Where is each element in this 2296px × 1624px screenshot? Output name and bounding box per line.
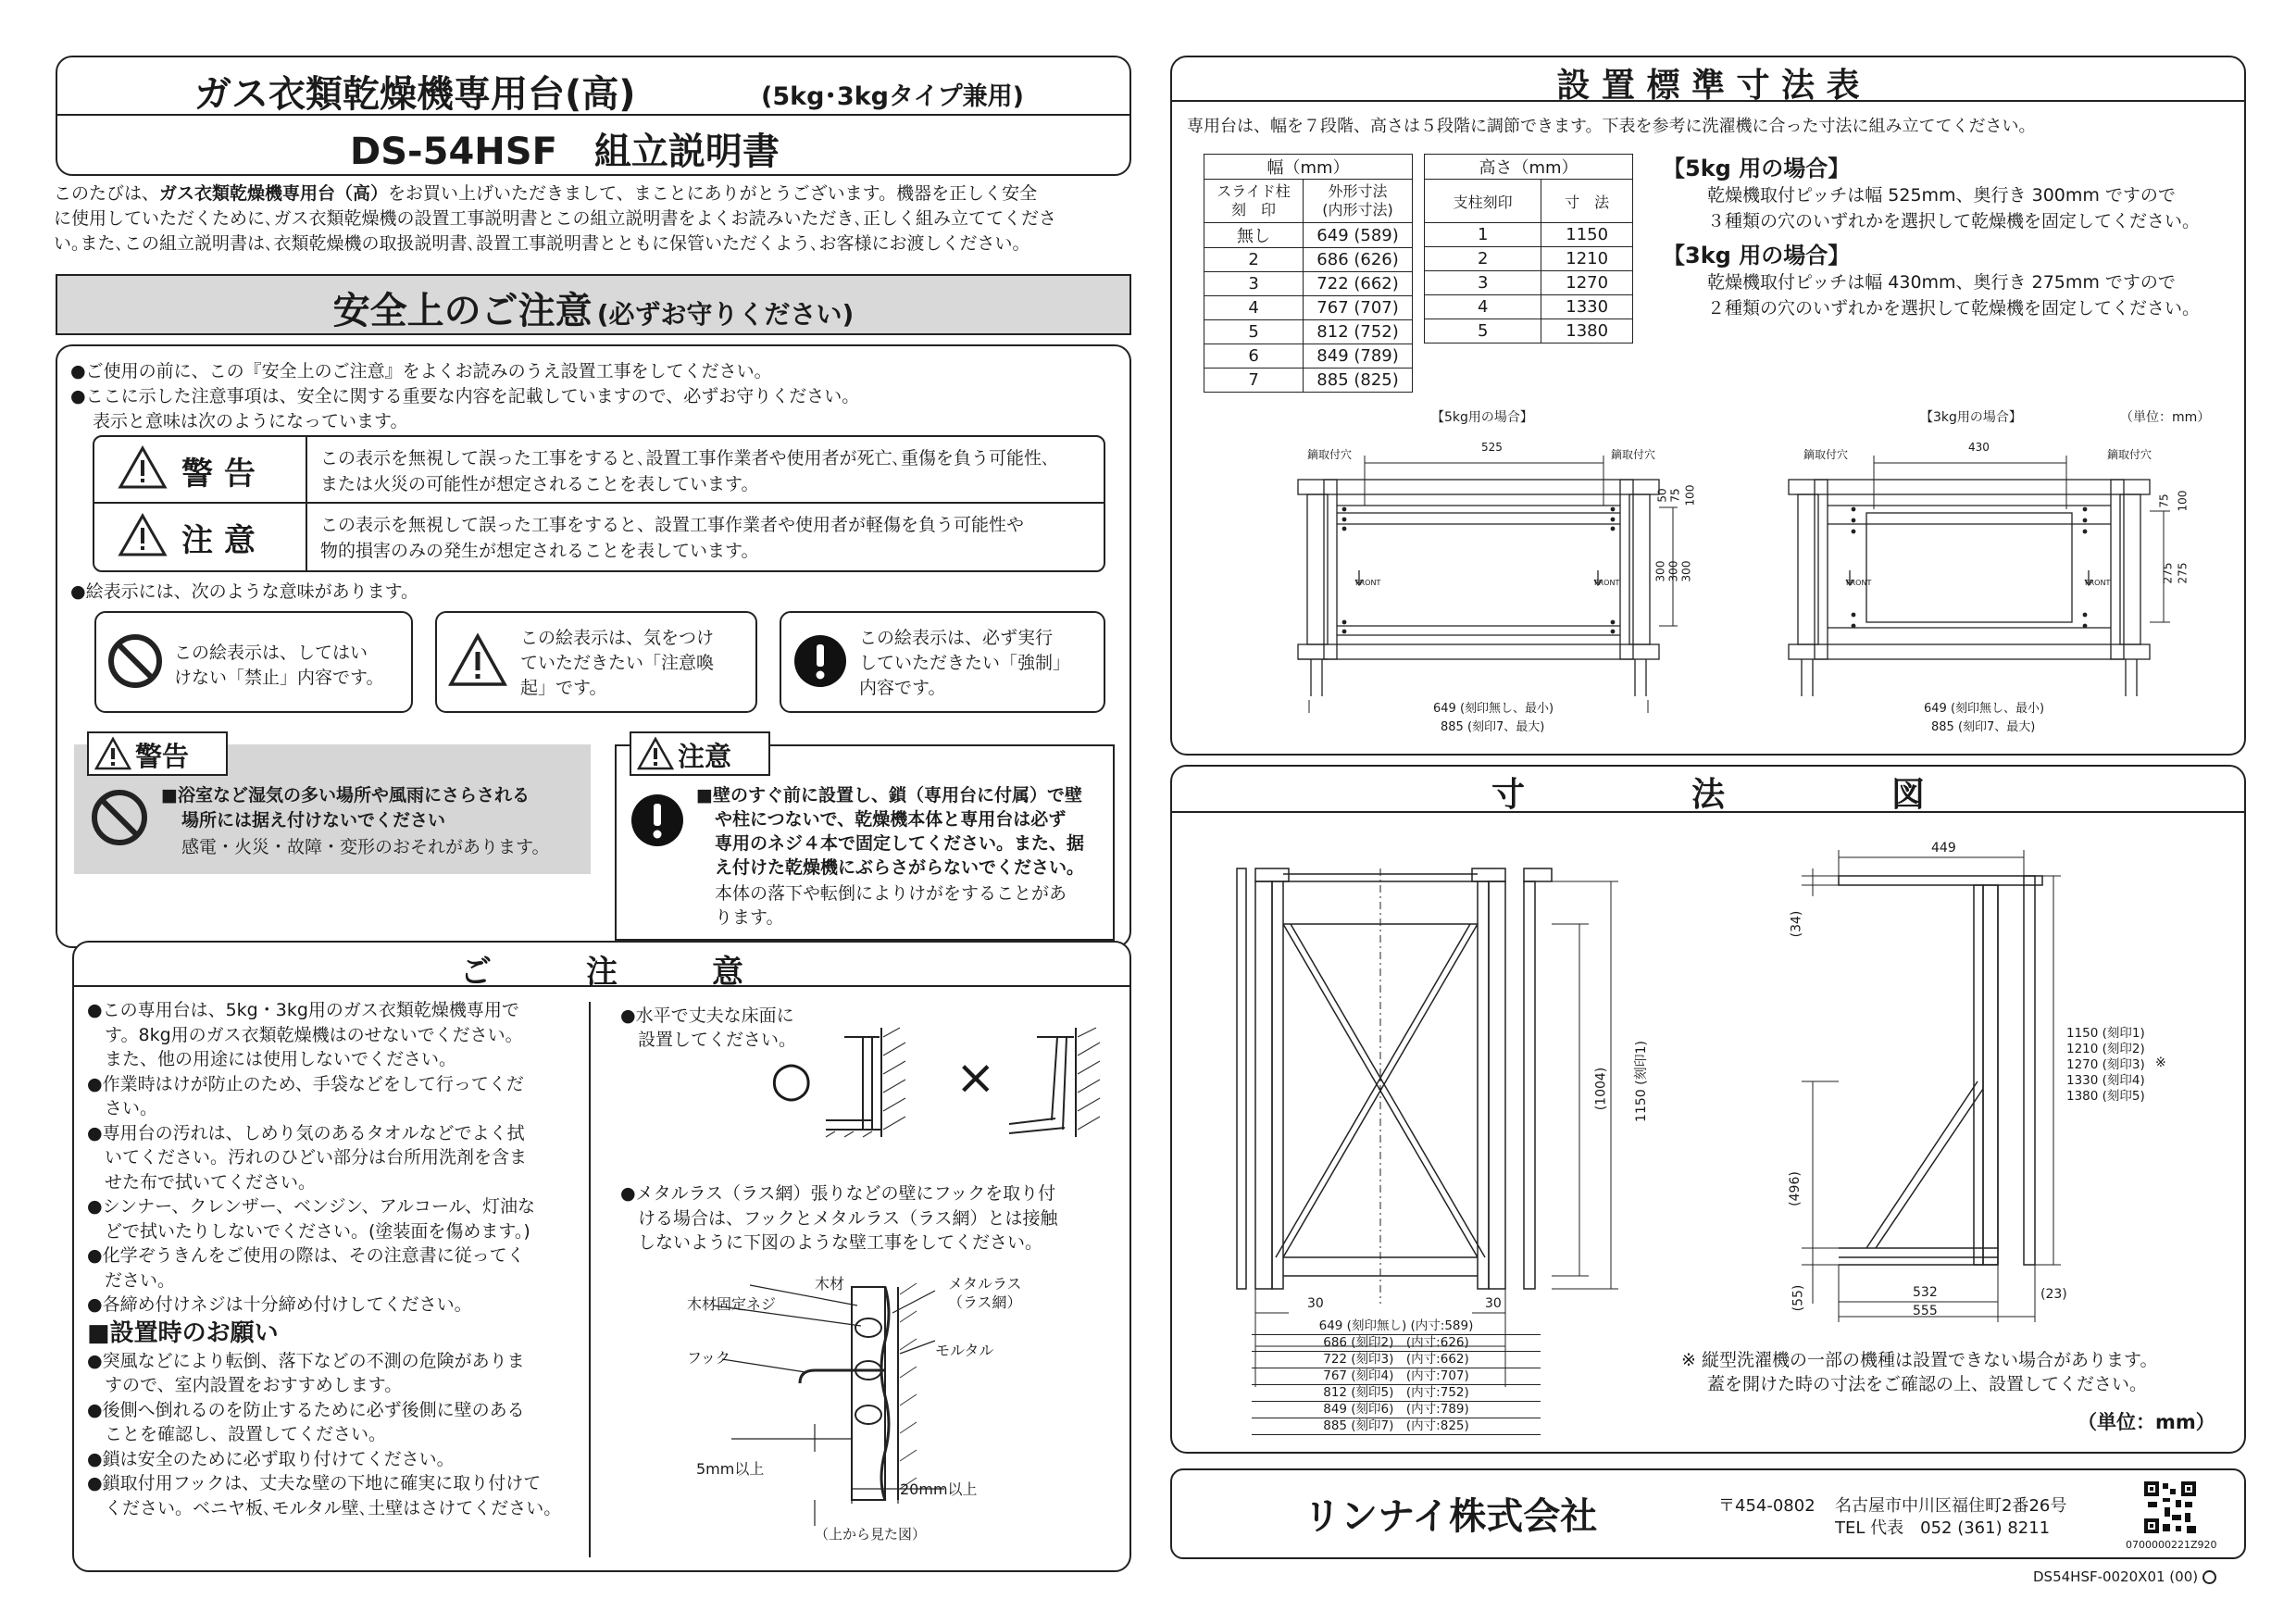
label-5mm: 5mm以上 (696, 1460, 765, 1478)
warning-triangle-icon (119, 445, 167, 490)
title-box (56, 56, 1131, 176)
notes-line: また、他の用途には使用しないでください。 (87, 1049, 457, 1069)
height-dim-item: 1210 (刻印2) (2066, 1042, 2145, 1056)
hole-label-3r: 鏑取付穴 (2107, 448, 2152, 461)
table-cell: 1 (1425, 223, 1541, 247)
warning-tag-icon (94, 737, 131, 770)
dimdrawing-title: 寸 法 図 (1491, 776, 1925, 814)
caution-l2: や柱につないで、乾燥機本体と専用台は必ず (715, 809, 1067, 830)
caution-tag-text: 注意 (678, 741, 732, 772)
caution-pictogram-box (435, 611, 757, 713)
floor-l1: ●水平で丈夫な床面に (620, 1006, 794, 1026)
pict1-l1: この絵表示は、してはい (174, 643, 368, 663)
height-dim-item: 1330 (刻印4) (2066, 1073, 2145, 1088)
dim-496: (496) (1787, 1171, 1803, 1206)
install-line: ください。ベニヤ板､モルタル壁､土壁はさけてください。 (87, 1497, 562, 1518)
table-row (1204, 223, 1413, 248)
table-cell: 2 (1204, 248, 1304, 272)
company-name: リンナイ株式会社 (1304, 1495, 1598, 1538)
dim-note2: 蓋を開けた時の寸法をご確認の上、設置してください。 (1707, 1374, 2148, 1394)
small-code: 0700000221Z920 (2126, 1539, 2217, 1551)
d5-v6: 300 (1679, 560, 1693, 582)
floor-ok-drawing (826, 1028, 909, 1139)
notes-line: せた布で拭いてください。 (87, 1171, 317, 1193)
warning-block (74, 741, 591, 874)
table-cell: 1330 (1541, 295, 1633, 319)
ng-mark: × (955, 1050, 996, 1106)
case3-title: 【3kg 用の場合】 (1663, 243, 1851, 269)
notes-line: す。8kg用のガス衣類乾燥機はのせないでください。 (87, 1024, 523, 1045)
table-cell: 1150 (1541, 223, 1633, 247)
warning-desc2: または火災の可能性が想定されることを表しています。 (320, 474, 759, 494)
width-dim-item: 812 (刻印5) (内寸:752) (1252, 1385, 1541, 1402)
notes-line: どで拭いたりしないでください。(塗装面を傷めます。) (87, 1220, 530, 1242)
doc-code-text: DS54HSF-0020X01 (00) (2033, 1568, 2199, 1585)
front-3l: FRONT (1846, 579, 1872, 587)
table-cell: 767 (707) (1304, 296, 1413, 320)
table-cell: 722 (662) (1304, 272, 1413, 296)
front-3r: FRONT (2085, 579, 2111, 587)
safety-p1: ●ご使用の前に、この『安全上のご注意』をよくお読みのうえ設置工事をしてください。 (70, 361, 772, 381)
doc-code (2033, 1568, 2216, 1585)
caution-tag-icon (637, 737, 674, 770)
side-view-drawing (1802, 841, 2079, 1359)
label-20mm: 20mm以上 (900, 1480, 978, 1498)
d5-v4: 300 (1653, 560, 1667, 582)
case5-l2: ３種類の穴のいずれかを選択して乾燥機を固定してください。 (1707, 211, 2201, 231)
table-row (1204, 369, 1413, 393)
width-dim-item: 767 (刻印4) (内寸:707) (1252, 1368, 1541, 1385)
table-cell: 686 (626) (1304, 248, 1413, 272)
std-intro: 専用台は、幅を７段階、高さは５段階に調節できます。下表を参考に洗濯機に合った寸法に組み立ててください。 (1187, 117, 2036, 136)
label-lath2: （ラス網） (948, 1293, 1022, 1311)
notes-line: ●作業時はけが防止のため、手袋などをして行ってくだ (87, 1073, 524, 1094)
install-line: ●鎖は安全のために必ず取り付けてください。 (87, 1448, 455, 1469)
warning-tag-text: 警告 (135, 741, 190, 772)
notes-line: いてください。汚れのひどい部分は台所用洗剤を含ま (87, 1147, 528, 1168)
intro-text (54, 181, 1137, 256)
d5-dim-min: 649 (刻印無し、最小) (1433, 702, 1554, 716)
lath-line: ける場合は、フックとメタルラス（ラス網）とは接触 (620, 1207, 1058, 1229)
safety-p2: ●ここに示した注意事項は、安全に関する重要な内容を記載していますので、必ずお守りください。 (70, 386, 860, 406)
hole-label-5l: 鏑取付穴 (1307, 448, 1353, 461)
notes-box (72, 941, 1131, 1572)
notes-line: ●各締め付けネジは十分締め付けしてください。 (87, 1294, 472, 1315)
table-cell: 7 (1204, 369, 1304, 393)
label-lath: メタルラス (948, 1275, 1022, 1293)
table-row (1204, 296, 1413, 320)
d5-v5: 300 (1666, 560, 1680, 582)
d3-v4: 275 (2176, 562, 2190, 584)
floor-l2: 設置してください。 (620, 1030, 797, 1050)
table-cell: 2 (1425, 247, 1541, 271)
std-title: 設 置 標 準 寸 法 表 (1556, 67, 1860, 105)
std-dimension-box (1170, 56, 2246, 756)
table-cell: 1380 (1541, 319, 1633, 344)
hole-label-3l: 鏑取付穴 (1803, 448, 1849, 461)
table-cell: 1210 (1541, 247, 1633, 271)
table-cell: 3 (1425, 271, 1541, 295)
case3-l1: 乾燥機取付ピッチは幅 430mm、奥行き 275mm ですので (1707, 272, 2176, 293)
install-line: ●後側へ倒れるのを防止するために必ず後側に壁のある (87, 1399, 525, 1420)
pict3-l3: 内容です。 (859, 678, 946, 698)
table-row (1425, 295, 1633, 319)
table-row (1425, 319, 1633, 344)
notes-line: ●この専用台は、5kg・3kg用のガス衣類乾燥機専用で (87, 1000, 519, 1020)
warning-l1: ■浴室など湿気の多い場所や風雨にさらされる (161, 785, 530, 806)
intro-line2: に使用していただくために､ガス衣類乾燥機の設置工事説明書とこの組立説明書をよくお読みいただき､正しく組み立ててくださ (54, 208, 1057, 229)
notes-line: ださい。 (87, 1269, 176, 1291)
warning-tag (87, 731, 228, 776)
recycle-mark-icon (2202, 1570, 2216, 1584)
label-top-view: （上から見た図） (815, 1526, 927, 1543)
height-table (1424, 154, 1633, 344)
caution-sign (119, 513, 167, 561)
d5-v2: 75 (1668, 488, 1682, 503)
dim-note1: ※ 縦型洗濯機の一部の機種は設置できない場合があります。 (1681, 1350, 2158, 1370)
safety-p3: 表示と意味は次のようになっています。 (93, 411, 408, 431)
intro-line3: い｡また､この組立説明書は､衣類乾燥機の取扱説明書､設置工事説明書とともに保管いただくよう､お客様にお渡しください。 (54, 233, 1030, 254)
height-dim-item: 1270 (刻印3) (2066, 1057, 2145, 1072)
lath-line: しないように下図のような壁工事をしてください。 (620, 1232, 1043, 1253)
table-cell: 無し (1204, 223, 1304, 248)
caution-tag (630, 731, 770, 776)
hole-label-5r: 鏑取付穴 (1611, 448, 1656, 461)
dim-34: (34) (1789, 910, 1804, 938)
table-cell: 4 (1425, 295, 1541, 319)
install-line: すので、室内設置をおすすめします。 (87, 1375, 403, 1395)
front-5l: FRONT (1355, 579, 1381, 587)
height-col2: 寸 法 (1541, 180, 1633, 223)
label-screw: 木材固定ネジ (687, 1295, 777, 1313)
intro-line1c: をお買い上げいただきまして、まことにありがとうございます。機器を正しく安全 (388, 183, 1038, 204)
safety-title: 安全上のご注意 (332, 290, 593, 332)
d5-dim-max: 885 (刻印7、最大) (1441, 720, 1545, 734)
case3-l2: ２種類の穴のいずれかを選択して乾燥機を固定してください。 (1707, 298, 2201, 319)
attention-triangle-icon (448, 633, 507, 687)
d5-v3: 100 (1683, 484, 1697, 506)
draw5-title: 【5kg用の場合】 (1431, 410, 1533, 425)
d3-v2: 100 (2176, 490, 2190, 512)
mandatory-icon (792, 633, 848, 689)
caution-l6: ります。 (715, 907, 784, 928)
pict2-l1: この絵表示は、気をつけ (520, 628, 715, 648)
table-cell: 1270 (1541, 271, 1633, 295)
caution-block (615, 741, 1115, 941)
width-col2b: (内形寸法) (1322, 201, 1393, 219)
lath-text (620, 1181, 1058, 1255)
table-cell: 6 (1204, 344, 1304, 369)
front-5r: FRONT (1594, 579, 1620, 587)
table-cell: 849 (789) (1304, 344, 1413, 369)
ok-mark: ○ (770, 1052, 813, 1107)
front-view-drawing (1237, 868, 1626, 1387)
dim-30a: 30 (1307, 1296, 1324, 1311)
footer-box (1170, 1468, 2246, 1559)
d3-v1: 75 (2157, 493, 2171, 508)
qr-code-icon (2144, 1481, 2196, 1533)
draw3-title: 【3kg用の場合】 (1920, 410, 2022, 425)
pict3-l1: この絵表示は、必ず実行 (859, 628, 1054, 648)
warning-l2: 場所には据え付けないでください (181, 810, 446, 831)
notes-line: さい。 (87, 1098, 158, 1118)
notes-line: ●専用台の汚れは、しめり気のあるタオルなどでよく拭 (87, 1122, 525, 1143)
warning-sign (119, 445, 167, 493)
caution-triangle-icon (119, 513, 167, 557)
caution-desc1: この表示を無視して誤った工事をすると、設置工事作業者や使用者が軽傷を負う可能性や (320, 515, 1025, 535)
notes-line: ●シンナー、クレンザー、ベンジン、アルコール、灯油な (87, 1196, 535, 1217)
label-mortar: モルタル (935, 1342, 994, 1359)
floor-ng-drawing (1009, 1028, 1102, 1139)
table-row (1425, 247, 1633, 271)
table-row (1425, 271, 1633, 295)
width-col2a: 外形寸法 (1328, 182, 1388, 200)
prohibit-pictogram-box (94, 611, 413, 713)
table-row (1204, 248, 1413, 272)
caution-mandatory-icon (630, 793, 685, 848)
dimension-drawing-box (1170, 765, 2246, 1454)
caution-l3: 専用のネジ４本で固定してください。また、据 (715, 833, 1085, 854)
pictogram-intro: ●絵表示には、次のような意味があります。 (70, 581, 419, 602)
title-main: ガス衣類乾燥機専用台(高) (194, 73, 636, 116)
table-cell: 3 (1204, 272, 1304, 296)
table-cell: 812 (752) (1304, 320, 1413, 344)
table-row (1204, 344, 1413, 369)
notes-line: ●化学ぞうきんをご使用の際は、その注意書に従ってく (87, 1245, 525, 1266)
pict3-l2: していただきたい「強制」 (859, 653, 1071, 673)
width-head: 幅（mm） (1204, 155, 1413, 180)
dim-1004: (1004) (1593, 1067, 1609, 1111)
width-dim-item: 722 (刻印3) (内寸:662) (1252, 1352, 1541, 1368)
dim-1150: 1150 (刻印1) (1633, 1041, 1649, 1122)
table-row (1204, 320, 1413, 344)
d5-v1: 50 (1655, 488, 1669, 503)
title-sub: (5kg･3kgタイプ兼用) (761, 82, 1024, 111)
d3-v3: 275 (2161, 562, 2175, 584)
height-asterisk: ※ (2155, 1056, 2166, 1070)
warning-prohibit-icon (91, 789, 148, 846)
pict2-l2: ていただきたい「注意喚 (520, 653, 715, 673)
warning-label: 警 告 (181, 456, 256, 493)
lath-line: ●メタルラス（ラス網）張りなどの壁にフックを取り付 (620, 1183, 1056, 1204)
dim-449: 449 (1931, 841, 1956, 856)
dim-532: 532 (1913, 1285, 1938, 1300)
address: 名古屋市中川区福住町2番26号 (1835, 1496, 2067, 1516)
safety-box (56, 344, 1131, 948)
label-hook: フック (687, 1349, 730, 1367)
d3-dim-max: 885 (刻印7、最大) (1931, 720, 2036, 734)
table-cell: 5 (1204, 320, 1304, 344)
caution-l1: ■壁のすぐ前に設置し、鎖（専用台に付属）で壁 (696, 785, 1082, 806)
d5-top: 525 (1481, 441, 1503, 454)
prohibit-icon (107, 633, 163, 689)
mandatory-pictogram-box (780, 611, 1105, 713)
install-line: ことを確認し、設置してください。 (87, 1424, 387, 1444)
install-title: ■設置時のお願い (87, 1318, 279, 1347)
width-dim-list (1252, 1318, 1541, 1435)
table-cell: 4 (1204, 296, 1304, 320)
table-cell: 885 (825) (1304, 369, 1413, 393)
table-cell: 649 (589) (1304, 223, 1413, 248)
height-col1: 支柱刻印 (1425, 180, 1541, 223)
case5-l1: 乾燥機取付ピッチは幅 525mm、奥行き 300mm ですので (1707, 185, 2176, 206)
install-line: ●鎖取付用フックは、丈夫な壁の下地に確実に取り付けて (87, 1473, 542, 1493)
dim-55: (55) (1791, 1284, 1806, 1312)
height-dim-item: 1380 (刻印5) (2066, 1089, 2145, 1104)
pict1-l2: けない「禁止」内容です。 (174, 668, 384, 688)
table-cell: 5 (1425, 319, 1541, 344)
install-line: ●突風などにより転倒、落下などの不測の危険がありま (87, 1350, 525, 1371)
table-row (1425, 223, 1633, 247)
caution-label: 注 意 (181, 522, 256, 559)
width-table (1204, 154, 1413, 393)
postal-code: 〒454-0802 (1718, 1496, 1816, 1516)
width-dim-item: 849 (刻印6) (内寸:789) (1252, 1402, 1541, 1418)
warning-l3: 感電・火災・故障・変形のおそれがあります。 (181, 837, 550, 857)
height-dim-list (2066, 1026, 2145, 1105)
warning-desc1: この表示を無視して誤った工事をすると､設置工事作業者や使用者が死亡､重傷を負う可能性､ (320, 448, 1051, 468)
intro-line1a: このたびは、 (54, 183, 160, 204)
signal-table (93, 435, 1105, 572)
height-head: 高さ（mm） (1425, 155, 1633, 180)
caution-desc2: 物的損害のみの発生が想定されることを表しています。 (320, 541, 759, 561)
notes-left-list (87, 998, 587, 1520)
caution-l4: え付けた乾燥機にぶらさがらないでください。 (715, 857, 1085, 878)
std-unit: （単位：mm） (2120, 410, 2211, 425)
width-dim-item: 686 (刻印2) (内寸:626) (1252, 1335, 1541, 1352)
d3-top: 430 (1968, 441, 1990, 454)
dim-555: 555 (1913, 1304, 1938, 1318)
d3-dim-min: 649 (刻印無し、最小) (1924, 702, 2045, 716)
width-dim-item: 885 (刻印7) (内寸:825) (1252, 1418, 1541, 1435)
caution-l5: 本体の落下や転倒によりけがをすることがあ (715, 883, 1067, 904)
dim-unit: （単位：mm） (2078, 1411, 2215, 1433)
case5-title: 【5kg 用の場合】 (1663, 156, 1851, 181)
height-dim-item: 1150 (刻印1) (2066, 1026, 2145, 1041)
table-row (1204, 272, 1413, 296)
safety-header (56, 274, 1131, 335)
safety-title-sub: (必ずお守りください) (596, 299, 855, 330)
pict2-l3: 起」です。 (520, 678, 607, 698)
width-dim-item: 649 (刻印無し) (内寸:589) (1252, 1318, 1541, 1335)
model-title: DS-54HSF 組立説明書 (350, 131, 780, 173)
telephone: TEL 代表 052 (361) 8211 (1835, 1518, 2051, 1538)
notes-title: ご 注 意 (460, 954, 743, 991)
intro-product: ガス衣類乾燥機専用台（高） (159, 183, 389, 204)
dim-23: (23) (2040, 1287, 2067, 1302)
width-col1b: 刻 印 (1231, 201, 1277, 219)
width-col1a: スライド柱 (1217, 182, 1291, 200)
label-wood: 木材 (815, 1275, 845, 1293)
dim-30b: 30 (1485, 1296, 1502, 1311)
